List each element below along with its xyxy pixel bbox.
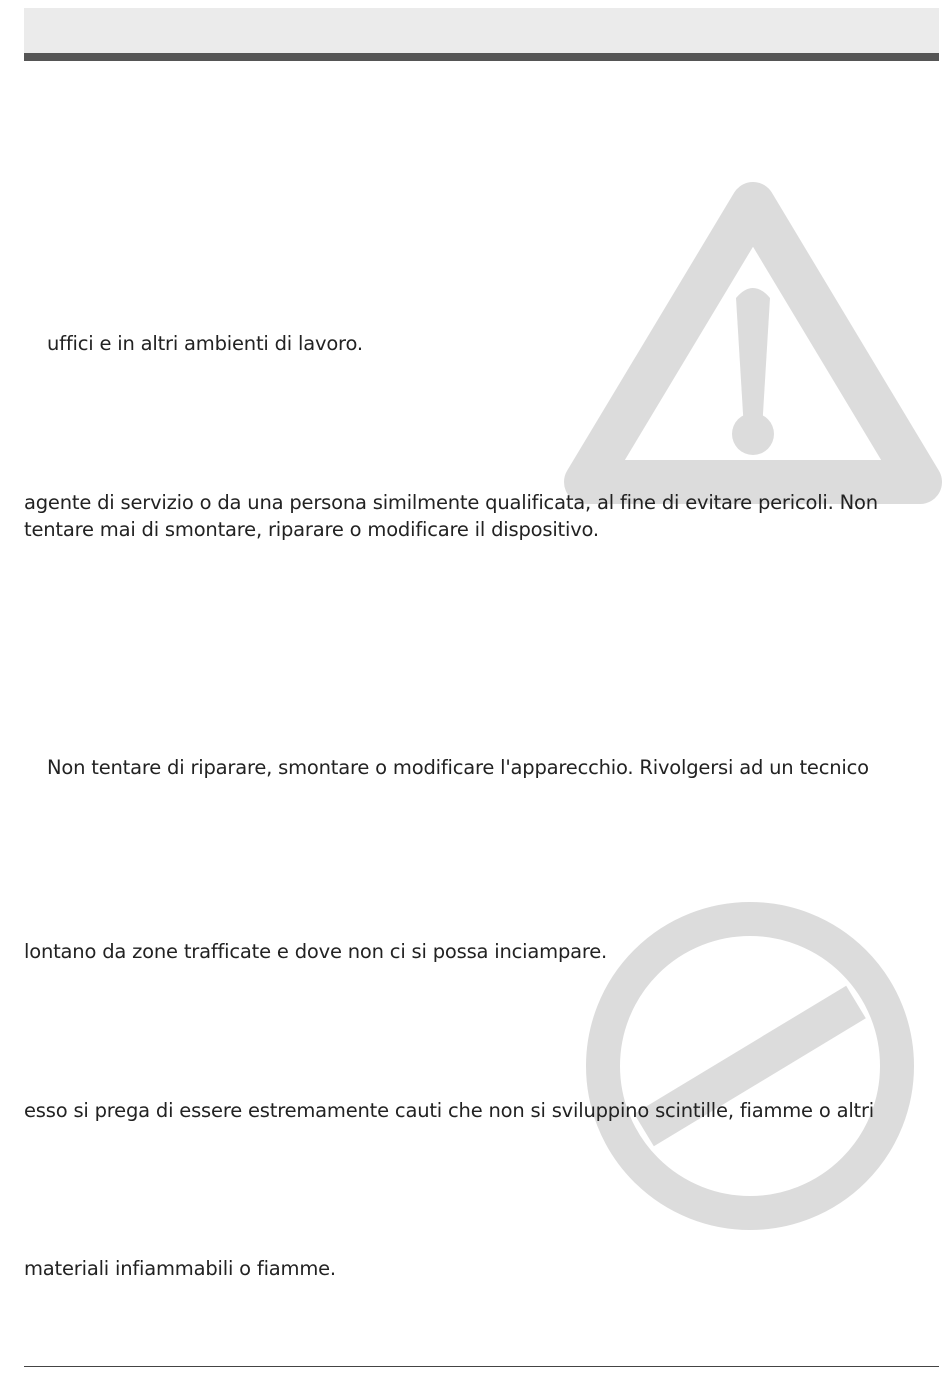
text-line-2: agente di servizio o da una persona similmente qualificata, al fine di evitare pericoli. Non	[24, 491, 878, 514]
text-line-5: lontano da zone trafficate e dove non ci si possa inciampare.	[24, 940, 608, 963]
text-line-7: materiali infiammabili o fiamme.	[24, 1257, 336, 1280]
text-line-1: uffici e in altri ambienti di lavoro.	[47, 332, 363, 355]
prohibition-sign-icon	[584, 900, 916, 1232]
page-header-rule	[24, 53, 939, 61]
page-header-band	[24, 8, 939, 53]
page-footer-rule	[24, 1366, 939, 1367]
text-line-4: Non tentare di riparare, smontare o modificare l'apparecchio. Rivolgersi ad un tecnico	[47, 756, 869, 779]
text-line-3: tentare mai di smontare, riparare o modificare il dispositivo.	[24, 518, 599, 541]
text-line-6: esso si prega di essere estremamente cauti che non si sviluppino scintille, fiamme o altri	[24, 1099, 875, 1122]
warning-triangle-icon	[564, 182, 942, 510]
